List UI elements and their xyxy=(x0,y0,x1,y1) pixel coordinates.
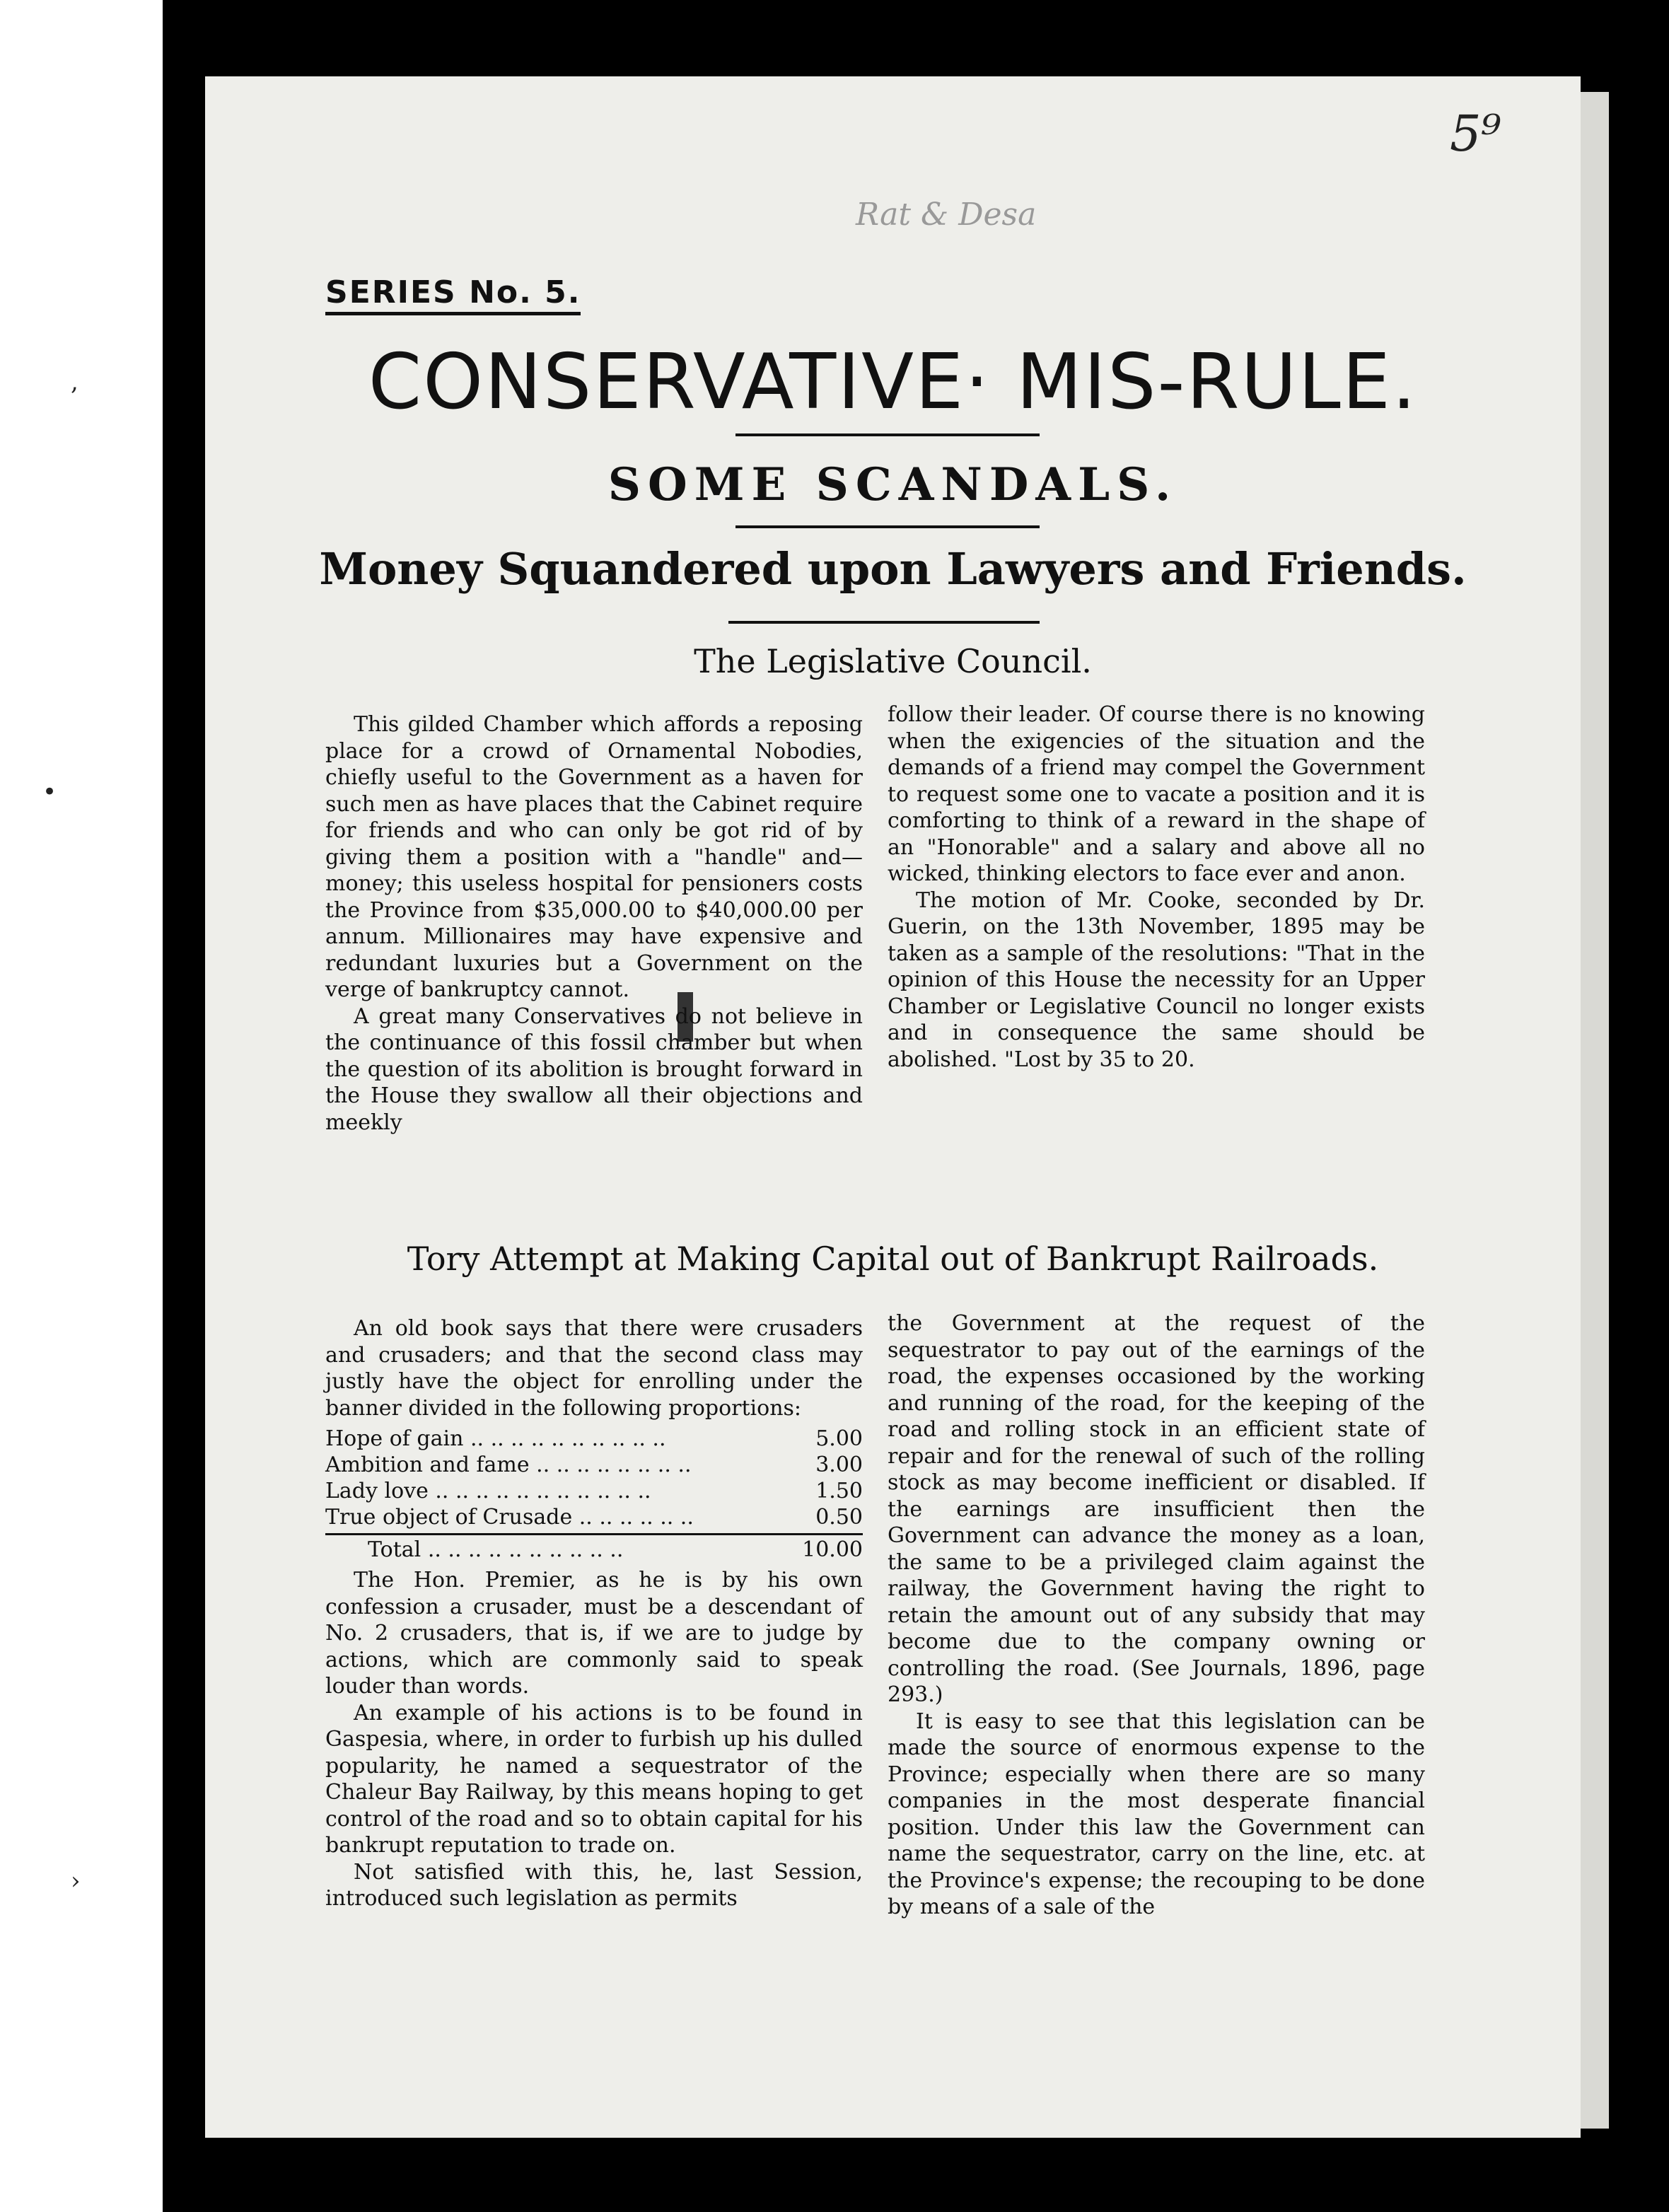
page-edge xyxy=(1581,92,1609,2129)
section-heading-railroads: Tory Attempt at Making Capital out of Bankrupt Railroads. xyxy=(407,1240,1379,1278)
headline-rule xyxy=(728,621,1040,624)
page-headline: Money Squandered upon Lawyers and Friends. xyxy=(319,543,1467,595)
paragraph: The motion of Mr. Cooke, seconded by Dr. Guerin, on the 13th November, 1895 may be taken as a sample of the resolutions: "That in the opinion of this House the necessity for an Upper Chamber or Legislative Council no longer exists and in consequence the same should be abolished. "Lost by 35 to 20. xyxy=(888,887,1425,1072)
paragraph: A great many Conservatives do not believe in the continuance of this fossil chamber but when the question of its abolition is brought forward in the House they swallow all their objections and meekly xyxy=(325,1003,863,1135)
row-value: 5.00 xyxy=(815,1426,863,1451)
row-label: True object of Crusade .. .. .. .. .. .. xyxy=(325,1505,694,1530)
adjacent-page-margin xyxy=(0,0,163,2212)
table-row xyxy=(325,1452,863,1478)
section1-right-column xyxy=(888,702,1425,1073)
margin-mark: • xyxy=(42,778,57,806)
paragraph: follow their leader. Of course there is no knowing when the exigencies of the situation and the demands of a friend may compel the Government to request some one to vacate a position and it is comforting to think of a reward in the shape of an "Honorable" and a salary and above all no wicked, thinking electors to face ever and anon. xyxy=(888,702,1425,886)
total-label: Total .. .. .. .. .. .. .. .. .. .. xyxy=(368,1537,624,1562)
row-value: 3.00 xyxy=(815,1453,863,1477)
row-label: Lady love .. .. .. .. .. .. .. .. .. .. .. xyxy=(325,1479,651,1503)
row-value: 1.50 xyxy=(815,1479,863,1503)
table-row xyxy=(325,1426,863,1452)
page-title: CONSERVATIVE· MIS-RULE. xyxy=(368,338,1418,426)
paragraph: The Hon. Premier, as he is by his own confession a crusader, must be a descendant of No. 2 crusaders, that is, if we are to judge by actions, which are commonly said to speak louder than words. xyxy=(325,1568,863,1699)
total-value: 10.00 xyxy=(802,1537,863,1562)
section2-left-column xyxy=(325,1315,863,1912)
section1-left-column xyxy=(325,711,863,1136)
row-label: Ambition and fame .. .. .. .. .. .. .. .. xyxy=(325,1453,692,1477)
table-row xyxy=(325,1504,863,1530)
row-value: 0.50 xyxy=(815,1505,863,1530)
section-heading-legislative-council: The Legislative Council. xyxy=(694,642,1092,680)
title-rule xyxy=(735,433,1040,436)
paragraph: This gilded Chamber which affords a reposing place for a crowd of Ornamental Nobodies, chiefly useful to the Government as a haven for such men as have places that the Cabinet require for friends and who can only be got rid of by giving them a position with a "handle" and—money; this useless hospital for pensioners costs the Province from $35,000.00 to $40,000.00 per annum. Millionaires may have expensive and redundant luxuries but a Government on the verge of bankruptcy cannot. xyxy=(325,712,863,1002)
series-label: SERIES No. 5. xyxy=(325,274,581,315)
margin-mark: , xyxy=(71,368,78,396)
proportions-table xyxy=(325,1426,863,1563)
handwritten-page-number: 5⁹ xyxy=(1450,105,1501,163)
row-label: Hope of gain .. .. .. .. .. .. .. .. .. .. xyxy=(325,1426,666,1451)
page-subtitle: SOME SCANDALS. xyxy=(607,458,1178,511)
handwritten-faint-note: Rat & Desa xyxy=(856,197,1037,233)
margin-mark: › xyxy=(71,1867,81,1895)
pamphlet-page xyxy=(205,76,1581,2138)
paragraph: It is easy to see that this legislation can be made the source of enormous expense to the Province; especially when there are so many companies in the most desperate financial position. Under this law the Government can name the sequestrator, carry on the line, etc. at the Province's expense; the recouping to be done by means of a sale of the xyxy=(888,1709,1425,1919)
table-total-row xyxy=(325,1533,863,1563)
paragraph: the Government at the request of the sequestrator to pay out of the earnings of the road, the expenses occasioned by the working and running of the road, for the keeping of the road and rolling stock in an efficient state of repair and for the renewal of such of the rolling stock as may become inefficient or disabled. If the earnings are insufficient then the Government can advance the money as a loan, the same to be a privileged claim against the railway, the Government having the right to retain the amount out of any subsidy that may become due to the company owning or controlling the road. (See Journals, 1896, page 293.) xyxy=(888,1311,1425,1707)
table-row xyxy=(325,1478,863,1504)
subtitle-rule xyxy=(735,525,1040,528)
paragraph: Not satisfied with this, he, last Session, introduced such legislation as permits xyxy=(325,1859,863,1911)
section2-right-column xyxy=(888,1310,1425,1921)
paragraph: An example of his actions is to be found in Gaspesia, where, in order to furbish up his dulled popularity, he named a sequestrator of the Chaleur Bay Railway, by this means hoping to get control of the road and so to obtain capital for his bankrupt reputation to trade on. xyxy=(325,1700,863,1858)
paragraph: An old book says that there were crusaders and crusaders; and that the second class may justly have the object for enrolling under the banner divided in the following proportions: xyxy=(325,1316,863,1421)
